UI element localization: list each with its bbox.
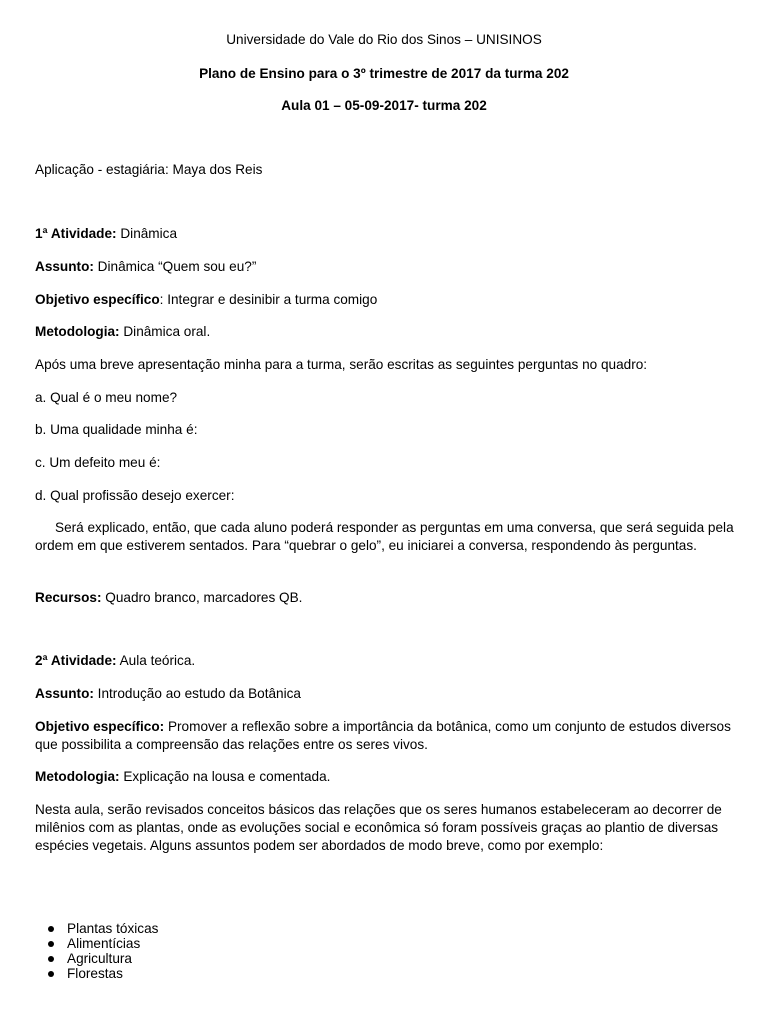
question-item: c. Um defeito meu é:: [35, 455, 161, 470]
activity2-objective-label: Objetivo específico:: [35, 719, 165, 734]
plan-title: Plano de Ensino para o 3º trimestre de 2017 da turma 202: [199, 66, 569, 81]
activity1-label: 1ª Atividade:: [35, 226, 117, 241]
topics-list: [35, 921, 158, 981]
activity1-line: [35, 225, 735, 243]
activity1-subject-label: Assunto:: [35, 259, 94, 274]
activity1-value: Dinâmica: [116, 226, 178, 241]
activity2-label: 2ª Atividade:: [35, 653, 117, 668]
university-heading: Universidade do Vale do Rio dos Sinos – UNISINOS: [226, 32, 542, 47]
list-item: [35, 951, 158, 966]
activity2-line: [35, 652, 735, 670]
activity1-resources-value: Quadro branco, marcadores QB.: [101, 590, 303, 605]
activity1-subject-value: Dinâmica “Quem sou eu?”: [93, 259, 257, 274]
activity1-objective-label: Objetivo específico: [35, 292, 160, 307]
activity2-method-line: [35, 768, 735, 786]
activity1-method-label: Metodologia:: [35, 324, 120, 339]
question-item: d. Qual profissão desejo exercer:: [35, 488, 235, 503]
activity1-method-line: [35, 323, 735, 341]
activity2-description: Nesta aula, serão revisados conceitos básicos das relações que os seres humanos estabeleceram ao decorrer de milênios com as plantas, onde as evoluções social e econômica só foram possíveis graças ao plantio de diversas espécies vegetais. Alguns assuntos podem ser abordados de modo breve, como por exemplo:: [35, 802, 722, 853]
bullet-icon: [48, 926, 54, 932]
activity1-resources-line: [35, 589, 735, 607]
activity1-objective-line: [35, 291, 735, 309]
activity1-explanation: Será explicado, então, que cada aluno poderá responder as perguntas em uma conversa, que será seguida pela ordem em que estiverem sentados. Para “quebrar o gelo”, eu iniciarei a conversa, respondendo às perguntas.: [35, 520, 734, 553]
topic-label: Plantas tóxicas: [67, 921, 159, 936]
lesson-title: Aula 01 – 05-09-2017- turma 202: [281, 98, 487, 113]
topic-label: Agricultura: [67, 951, 132, 966]
application-line: Aplicação - estagiária: Maya dos Reis: [35, 162, 263, 177]
bullet-icon: [48, 941, 54, 947]
activity1-intro: Após uma breve apresentação minha para a turma, serão escritas as seguintes perguntas no quadro:: [35, 357, 648, 372]
bullet-icon: [48, 956, 54, 962]
activity2-method-label: Metodologia:: [35, 769, 120, 784]
activity2-method-value: Explicação na lousa e comentada.: [119, 769, 331, 784]
activity2-subject-label: Assunto:: [35, 686, 94, 701]
activity2-objective-value: Promover a reflexão sobre a importância da botânica, como um conjunto de estudos diversos que possibilita a compreensão das relações entre os seres vivos.: [35, 719, 731, 752]
activity1-resources-label: Recursos:: [35, 590, 102, 605]
activity2-subject-value: Introdução ao estudo da Botânica: [93, 686, 301, 701]
activity1-subject-line: [35, 258, 735, 276]
activity1-objective-colon: :: [159, 292, 164, 307]
question-item: b. Uma qualidade minha é:: [35, 422, 198, 437]
list-item: [35, 966, 158, 981]
activity2-objective-line: [35, 718, 735, 754]
bullet-icon: [48, 971, 54, 977]
activity1-objective-value: Integrar e desinibir a turma comigo: [163, 292, 378, 307]
topic-label: Florestas: [67, 966, 123, 981]
question-item: a. Qual é o meu nome?: [35, 390, 178, 405]
activity2-value: Aula teórica.: [116, 653, 196, 668]
topic-label: Alimentícias: [67, 936, 141, 951]
list-item: [35, 936, 158, 951]
activity1-method-value: Dinâmica oral.: [119, 324, 211, 339]
activity2-subject-line: [35, 685, 735, 703]
list-item: [35, 921, 158, 936]
